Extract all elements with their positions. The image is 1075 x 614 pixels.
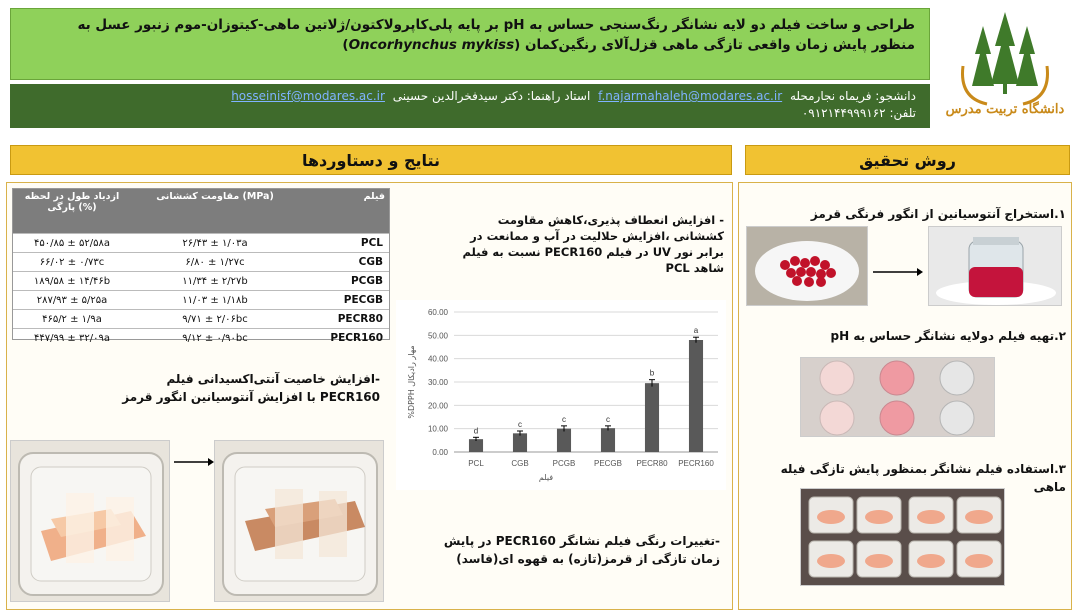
- table-row: [13, 329, 389, 348]
- author-line: [24, 88, 916, 105]
- method-step-2: ۲.تهیه فیلم دولایه نشانگر حساس به pH: [830, 329, 1066, 343]
- advisor-email[interactable]: hosseinisf@modares.ac.ir: [231, 89, 385, 103]
- cell-film: PCL: [299, 234, 389, 253]
- significance-letter: c: [518, 420, 522, 429]
- table-row: [13, 234, 389, 253]
- y-tick-label: 50.00: [427, 331, 448, 341]
- bar: [689, 340, 703, 452]
- y-tick-label: 40.00: [427, 354, 448, 364]
- grape-photo: [746, 226, 868, 306]
- title-line-1: طراحی و ساخت فیلم دو لایه نشانگر رنگ‌سنجی حساس به pH بر پایه پلی‌کاپرولاکتون/ژلاتین ماهی-کیتوزان-موم زنبور عسل به: [77, 17, 915, 33]
- method-step-1: ۱.استخراج آنتوسیانین از انگور فرنگی قرمز: [810, 207, 1066, 221]
- y-tick-label: 20.00: [427, 401, 448, 411]
- cell-ts: ۱۱/۳۴ ± ۲/۲۷b: [131, 272, 299, 291]
- significance-letter: c: [562, 414, 566, 424]
- mechanical-table: [12, 188, 390, 344]
- x-tick-label: PECR160: [678, 459, 714, 468]
- table-header-row: [13, 189, 389, 234]
- cell-ts: ۹/۱۲ ± ۰/۹۰bc: [131, 329, 299, 348]
- cell-eb: ۱۸۹/۵۸ ± ۱۴/۴۶b: [13, 272, 131, 291]
- cell-film: PECR160: [299, 329, 389, 348]
- y-tick-label: 60.00: [427, 308, 448, 317]
- method-step-3: ۳.استفاده فیلم نشانگر بمنظور پایش تازگی فیله ماهی: [780, 462, 1066, 494]
- y-tick-label: 0.00: [432, 448, 448, 457]
- species-name: Oncorhynchus mykiss: [348, 37, 515, 53]
- dpph-bar-chart: [396, 300, 726, 490]
- cell-ts: ۲۶/۴۳ ± ۱/۰۳a: [131, 234, 299, 253]
- fish-package-photo-fresh: [10, 440, 170, 602]
- cell-ts: ۱۱/۰۳ ± ۱/۱۸b: [131, 291, 299, 310]
- significance-letter: a: [693, 326, 699, 336]
- table-row: [13, 253, 389, 272]
- dpph-chart: [396, 300, 726, 490]
- anthocyanin-jar-photo: [928, 226, 1062, 306]
- x-tick-label: PECR80: [636, 459, 668, 468]
- antioxidant-finding: -افزایش خاصیت آنتی‌اکسیدانی فیلم PECR160 با افزایش آنتوسیانین انگور قرمز: [122, 372, 380, 404]
- arrow-icon: [873, 262, 923, 272]
- results-header: نتایج و دستاوردها: [10, 145, 732, 175]
- student-email[interactable]: f.najarmahaleh@modares.ac.ir: [598, 89, 783, 103]
- cell-eb: ۲۸۷/۹۳ ± ۵/۲۵a: [13, 291, 131, 310]
- y-axis-label: %DPPH مهار رادیکال: [407, 345, 416, 419]
- cell-eb: ۶۶/۰۲ ± ۰/۷۳c: [13, 253, 131, 272]
- cell-eb: ۴۴۷/۹۹ ± ۳۲/۰۹a: [13, 329, 131, 348]
- table-row: [13, 291, 389, 310]
- cell-ts: ۹/۷۱ ± ۲/۰۶bc: [131, 310, 299, 329]
- col-header-elongation: ازدیاد طول در لحظه پارگی (%): [13, 189, 131, 234]
- table-row: [13, 272, 389, 291]
- phone: تلفن: ۰۹۱۲۱۴۴۹۹۹۱۶۲: [801, 106, 916, 120]
- arrow-icon: [174, 452, 214, 462]
- method-header: روش تحقیق: [745, 145, 1070, 175]
- y-tick-label: 30.00: [427, 378, 448, 387]
- title-line-2: منظور پایش زمان واقعی تازگی ماهی قزل‌آلای رنگین‌کمان (Oncorhynchus mykiss): [342, 37, 915, 53]
- bar: [601, 428, 615, 452]
- cell-film: CGB: [299, 253, 389, 272]
- col-header-film: فیلم: [299, 189, 389, 234]
- advisor-name: استاد راهنما: دکتر سیدفخرالدین حسینی: [392, 89, 591, 103]
- table-row: [13, 310, 389, 329]
- logo-text: دانشگاه تربیت مدرس: [945, 102, 1065, 117]
- x-tick-label: CGB: [511, 459, 529, 468]
- fish-samples-photo: [800, 488, 1005, 586]
- x-tick-label: PECGB: [593, 459, 623, 468]
- significance-letter: b: [649, 368, 655, 378]
- x-tick-label: PCL: [468, 459, 484, 468]
- fish-package-photo-spoiled: [214, 440, 384, 602]
- author-info: [10, 84, 930, 128]
- cell-eb: ۴۶۵/۲ ± ۱/۹a: [13, 310, 131, 329]
- tensile-finding: - افزایش انعطاف پذیری،کاهش مقاومت کششانی ،افزایش حلالیت در آب و ممانعت در برابر نور UV در فیلم PECR160 نسبت به فیلم شاهد PCL: [462, 213, 724, 275]
- cell-eb: ۴۵۰/۸۵ ± ۵۲/۵۸a: [13, 234, 131, 253]
- col-header-tensile: مقاومت کششانی (MPa): [131, 189, 299, 234]
- results-table: [13, 189, 389, 347]
- bar: [557, 429, 571, 452]
- film-discs-photo: [800, 357, 995, 437]
- cell-film: PCGB: [299, 272, 389, 291]
- cell-film: PECGB: [299, 291, 389, 310]
- student-name: دانشجو: فریماه نجارمحله: [789, 89, 916, 103]
- bar: [645, 383, 659, 452]
- significance-letter: c: [606, 414, 610, 424]
- bar: [469, 439, 483, 452]
- significance-letter: d: [473, 426, 479, 436]
- poster-title: [10, 8, 930, 80]
- y-tick-label: 10.00: [427, 424, 448, 434]
- bar: [513, 433, 527, 452]
- color-change-finding: -تغییرات رنگی فیلم نشانگر PECR160 در پایش زمان تازگی از قرمز(تازه) به قهوه ای(فاسد): [443, 534, 720, 566]
- cell-ts: ۶/۸۰ ± ۱/۲۷c: [131, 253, 299, 272]
- university-logo: [945, 6, 1065, 128]
- x-tick-label: PCGB: [552, 459, 576, 468]
- x-axis-label: فیلم: [538, 473, 554, 482]
- cell-film: PECR80: [299, 310, 389, 329]
